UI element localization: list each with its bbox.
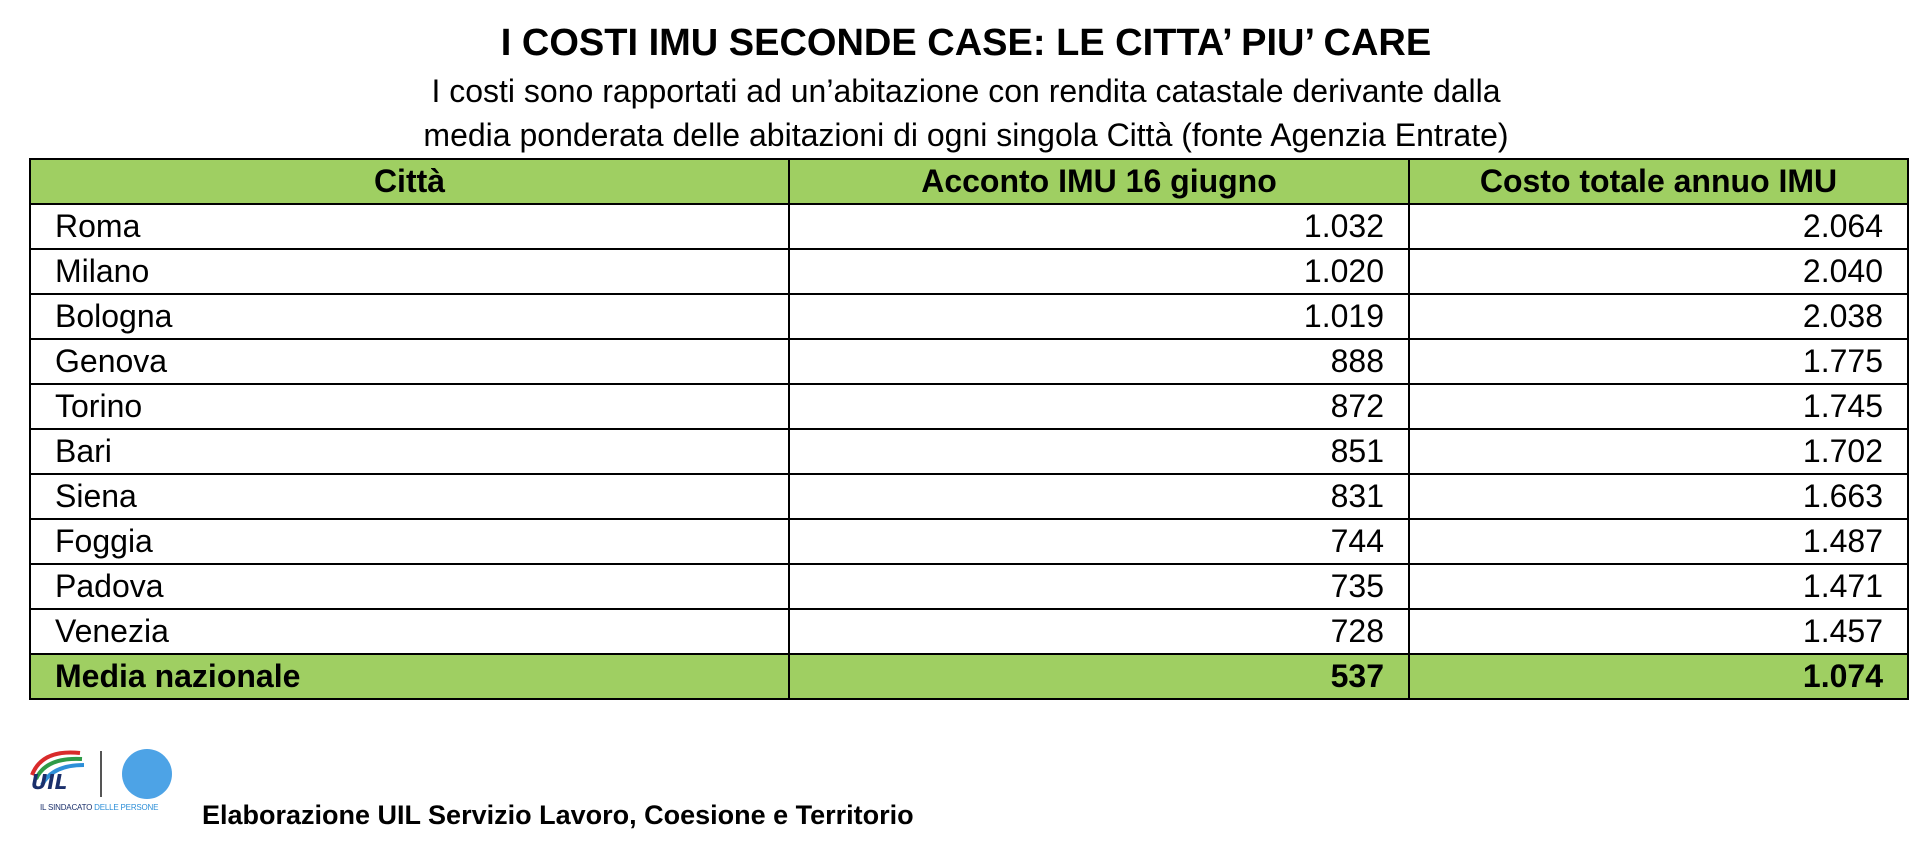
annual-total-cell: 1.702 <box>1409 429 1908 474</box>
page-subtitle-line-2: media ponderata delle abitazioni di ogni singola Città (fonte Agenzia Entrate) <box>423 117 1509 153</box>
annual-total-cell: 1.457 <box>1409 609 1908 654</box>
deposit-cell: 831 <box>789 474 1409 519</box>
deposit-cell: 1.032 <box>789 204 1409 249</box>
page-subtitle-line-1: I costi sono rapportati ad un’abitazione con rendita catastale derivante dalla <box>431 73 1501 109</box>
table-row <box>30 429 1908 474</box>
city-cell: Venezia <box>30 609 789 654</box>
city-cell: Torino <box>30 384 789 429</box>
logo-tagline <box>40 803 158 813</box>
deposit-cell: 872 <box>789 384 1409 429</box>
annual-total-cell: 2.040 <box>1409 249 1908 294</box>
city-cell: Roma <box>30 204 789 249</box>
imu-cost-table <box>29 158 1909 700</box>
column-header-city: Città <box>30 159 789 204</box>
deposit-cell: 1.020 <box>789 249 1409 294</box>
deposit-cell: 744 <box>789 519 1409 564</box>
column-header-annual-total: Costo totale annuo IMU <box>1409 159 1908 204</box>
table-row <box>30 384 1908 429</box>
deposit-cell: 851 <box>789 429 1409 474</box>
deposit-cell: 1.019 <box>789 294 1409 339</box>
table-row <box>30 474 1908 519</box>
page-title: I COSTI IMU SECONDE CASE: LE CITTA’ PIU’ CARE <box>500 22 1432 64</box>
table-row <box>30 249 1908 294</box>
table-row <box>30 204 1908 249</box>
average-label-cell: Media nazionale <box>30 654 789 699</box>
annual-total-cell: 1.663 <box>1409 474 1908 519</box>
table-row <box>30 564 1908 609</box>
city-cell: Padova <box>30 564 789 609</box>
uil-logo <box>28 745 178 835</box>
deposit-cell: 728 <box>789 609 1409 654</box>
table-row <box>30 519 1908 564</box>
city-cell: Foggia <box>30 519 789 564</box>
average-deposit-cell: 537 <box>789 654 1409 699</box>
city-cell: Bari <box>30 429 789 474</box>
annual-total-cell: 1.487 <box>1409 519 1908 564</box>
annual-total-cell: 1.775 <box>1409 339 1908 384</box>
column-header-deposit: Acconto IMU 16 giugno <box>789 159 1409 204</box>
tagline-part-1: IL SINDACATO <box>40 803 93 812</box>
annual-total-cell: 1.745 <box>1409 384 1908 429</box>
annual-total-cell: 2.038 <box>1409 294 1908 339</box>
table-row <box>30 339 1908 384</box>
uil-logo-wordmark: UIL <box>31 770 68 794</box>
table-header-row <box>30 159 1908 204</box>
deposit-cell: 888 <box>789 339 1409 384</box>
city-cell: Genova <box>30 339 789 384</box>
logo-divider <box>100 751 102 797</box>
city-cell: Siena <box>30 474 789 519</box>
table-row <box>30 294 1908 339</box>
city-cell: Bologna <box>30 294 789 339</box>
table-row <box>30 609 1908 654</box>
average-annual-total-cell: 1.074 <box>1409 654 1908 699</box>
annual-total-cell: 1.471 <box>1409 564 1908 609</box>
uil-logo-mark <box>28 745 90 801</box>
footer-credit: Elaborazione UIL Servizio Lavoro, Coesione e Territorio <box>202 800 914 830</box>
city-cell: Milano <box>30 249 789 294</box>
deposit-cell: 735 <box>789 564 1409 609</box>
annual-total-cell: 2.064 <box>1409 204 1908 249</box>
tagline-part-2: DELLE PERSONE <box>94 803 159 812</box>
blue-circle-emblem <box>122 749 172 799</box>
national-average-row <box>30 654 1908 699</box>
